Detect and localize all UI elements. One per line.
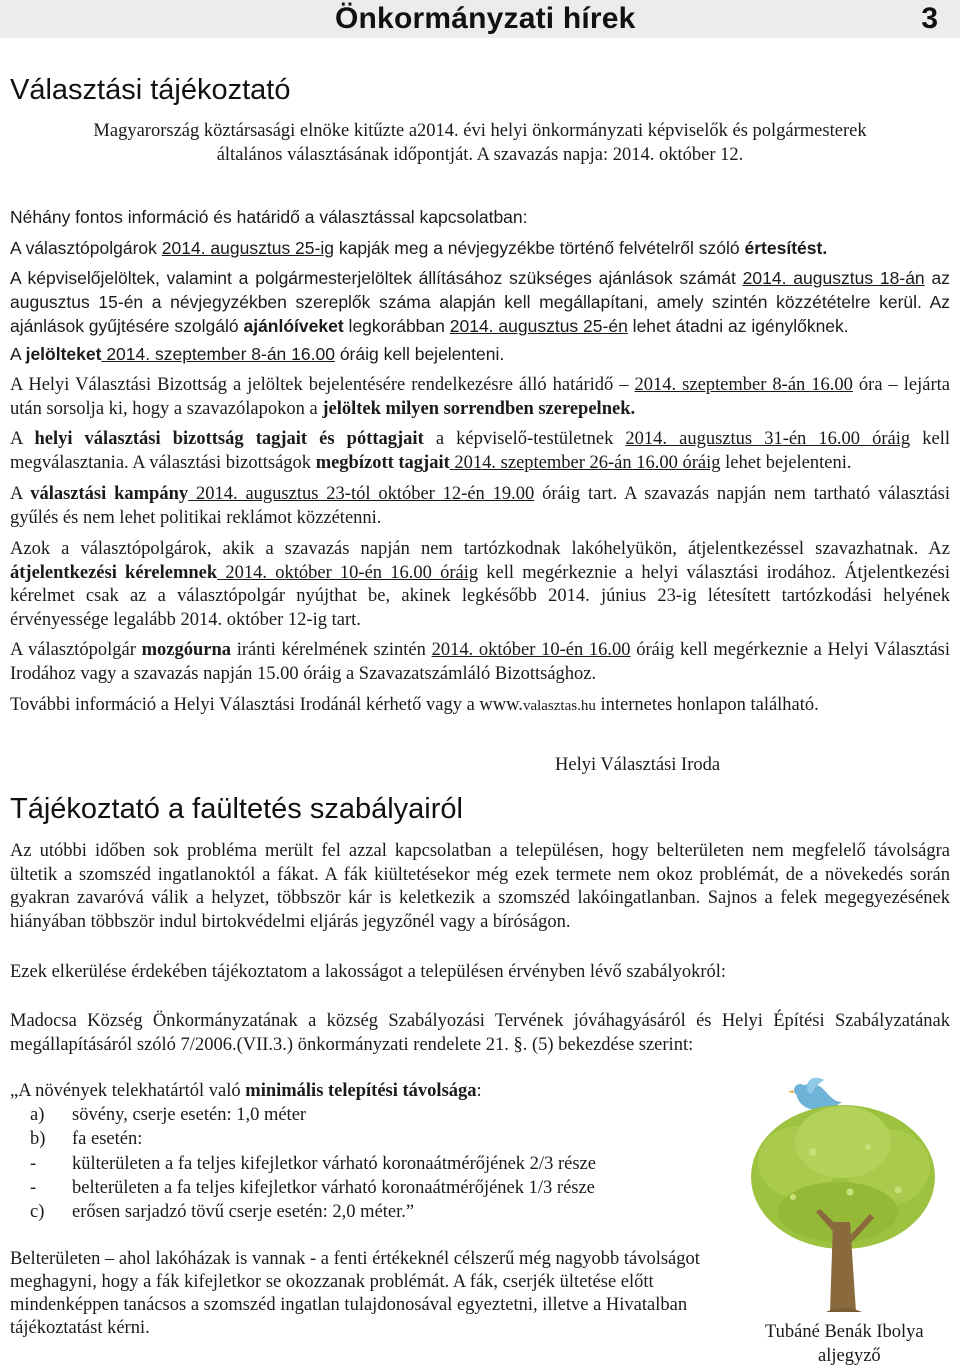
info-heading: Néhány fontos információ és határidő a választással kapcsolatban: bbox=[10, 207, 528, 227]
paragraph-rules-intro: Ezek elkerülése érdekében tájékoztatom a lakosságot a településen érvényben lévő szabályokról: bbox=[10, 962, 727, 982]
signature-name: Tubáné Benák Ibolya bbox=[765, 1322, 924, 1342]
intro-line-1: Magyarország köztársasági elnöke kitűzte a2014. évi helyi önkormányzati képviselők és polgármesterek bbox=[93, 121, 867, 141]
publication-title: Önkormányzati hírek bbox=[335, 2, 636, 35]
paragraph-regulation: Madocsa Község Önkormányzatának a község Szabályozási Tervének jóváhagyásáról és Helyi Építési Szabályzatának megállapításáról szóló 7/2006.(VII.3.) önkormányzati rendelete 21. §. (5) bekezdése szerint: bbox=[10, 1011, 950, 1055]
paragraph-mobile-box: A választópolgár mozgóurna iránti kérelmének szintén 2014. október 10-én 16.00 óráig kell megérkeznie a Helyi Választási Irodához vagy a szavazás napján 15.00 óráig a Szavazatszámláló Bizottsághoz. bbox=[10, 640, 951, 684]
paragraph-committee: A helyi választási bizottság tagjait és póttagjait a képviselő-testületnek 2014. augusztus 31-én 16.00 óráig kell megválasztania. A választási bizottságok megbízott tagjait 2014. szeptember 26-án 16.00 óráig lehet bejelenteni. bbox=[10, 429, 950, 473]
paragraph-notice: A választópolgárok 2014. augusztus 25-ig kapják meg a névjegyzékbe történő felvételről szóló értesítést. bbox=[10, 238, 828, 258]
paragraph-draw: A Helyi Választási Bizottság a jelöltek bejelentésére rendelkezésre álló határidő – 2014. szeptember 8-án 16.00 óra – lejárta után sorsolja ki, hogy a szavazólapokon a jelöltek milyen sorrendben szerepelnek. bbox=[10, 375, 950, 419]
list-item: c) erősen sarjadzó tövű cserje esetén: 2,0 méter.” bbox=[30, 1202, 415, 1222]
tree-illustration bbox=[738, 1072, 948, 1330]
election-office-signature: Helyi Választási Iroda bbox=[555, 755, 721, 775]
list-item: - külterületen a fa teljes kifejletkor várható koronaátmérőjének 2/3 része bbox=[30, 1154, 596, 1174]
paragraph-campaign: A választási kampány 2014. augusztus 23-tól október 12-én 19.00 óráig tart. A szavazás napján nem tartható választási gyűlés és nem lehet politikai reklámot közzétenni. bbox=[10, 484, 951, 528]
section-title-trees: Tájékoztató a faültetés szabályairól bbox=[10, 793, 463, 825]
signature-role: aljegyző bbox=[818, 1346, 881, 1366]
section-title-election: Választási tájékoztató bbox=[10, 74, 291, 106]
paragraph-nominations: A képviselőjelöltek, valamint a polgármesterjelöltek állításához szükséges ajánlások számát 2014. augusztus 18-án az augusztus 15-én a névjegyzékben szereplők száma alapján kell megállapítani, amely szintén közzétételre kerül. Az ajánlások gyűjtésére szolgáló ajánlóíveket legkorábban 2014. augusztus 25-én lehet átadni az igénylőknek. bbox=[10, 268, 950, 336]
paragraph-more-info: További információ a Helyi Választási Irodánál kérhető vagy a www.valasztas.hu internetes honlapon található. bbox=[10, 695, 819, 715]
paragraph-closing: Belterületen – ahol lakóházak is vannak - a fenti értékeknél célszerű még nagyobb távolságot meghagyni, hogy a fák kifejletkor se okozzanak problémát. A fák, cserjék ültetése előtt mindenképpen tanácsos a szomszéd ingatlan tulajdonosával egyeztetni, illetve a Hivatalban tájékoztatást kérni. bbox=[10, 1249, 700, 1338]
page-number: 3 bbox=[921, 2, 938, 35]
quote-heading: „A növények telekhatártól való minimális telepítési távolsága: bbox=[10, 1081, 482, 1101]
paragraph-problem: Az utóbbi időben sok probléma merült fel azzal kapcsolatban a településen, hogy belterületen nem megfelelő távolságra ültetik a szomszéd ingatlanoktól a fákat. A fák kiültetésekor még ezek termete nem okoz problémát, de a növekedés során gyakran zavaróvá válik a helyzet, többször kár is keletkezik a szomszéd lakóingatlanban. Sajnos a felek megegyezésének hiányában többször indul birtokvédelmi eljárás jegyzőnél vagy a bíróságon. bbox=[10, 841, 950, 932]
paragraph-transfer: Azok a választópolgárok, akik a szavazás napján nem tartózkodnak lakóhelyükön, átjelentkezéssel szavazhatnak. Az átjelentkezési kérelemnek 2014. október 10-én 16.00 óráig kell megérkeznie a helyi választási irodához. Átjelentkezési kérelmet csak az a választópolgár nyújthat be, akinek legkésőbb 2014. június 23-ig létesített tartózkodási helyének érvényessége legalább 2014. október 12-ig tart. bbox=[10, 539, 951, 630]
paragraph-candidates: A jelölteket 2014. szeptember 8-án 16.00 óráig kell bejelenteni. bbox=[10, 344, 505, 364]
list-item: a) sövény, cserje esetén: 1,0 méter bbox=[30, 1105, 307, 1125]
list-item: b) fa esetén: bbox=[30, 1129, 143, 1149]
intro-line-2: általános választásának időpontját. A szavazás napja: 2014. október 12. bbox=[216, 145, 744, 165]
list-item: - belterületen a fa teljes kifejletkor várható koronaátmérőjének 1/3 része bbox=[30, 1178, 595, 1198]
